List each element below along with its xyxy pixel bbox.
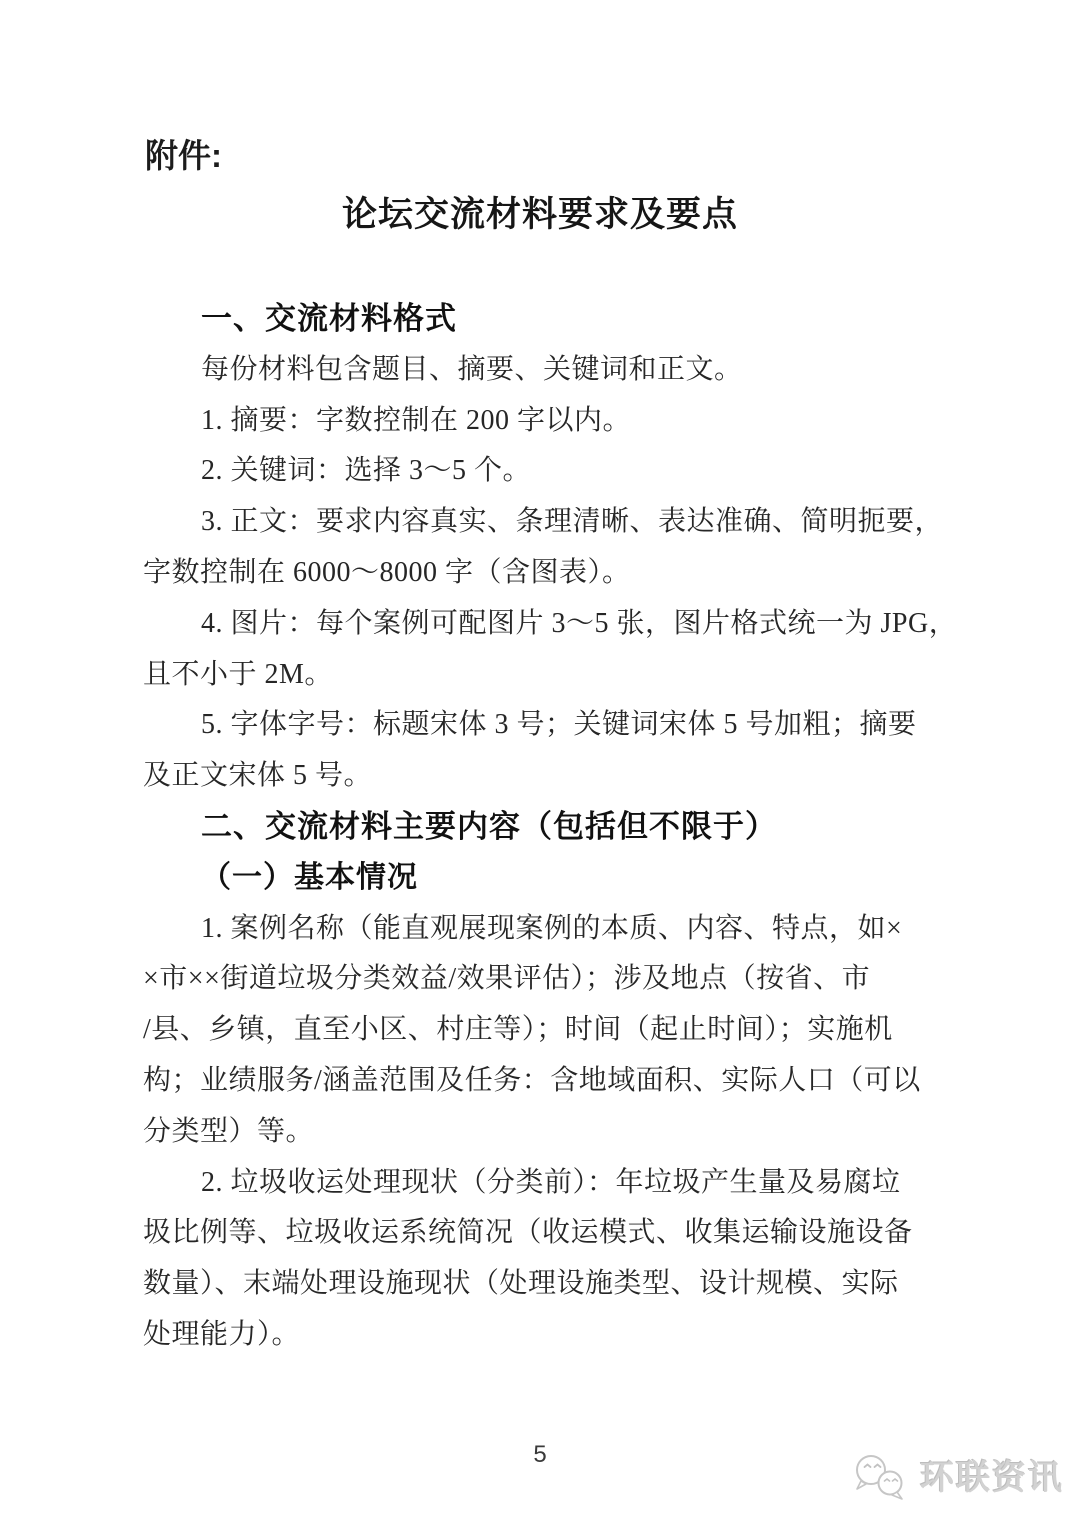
document-line: 及正文宋体 5 号。 [143,760,373,792]
document-line: 1. 案例名称（能直观展现案例的本质、内容、特点，如× [201,912,903,944]
document-line: 构；业绩服务/涵盖范围及任务：含地域面积、实际人口（可以 [143,1064,921,1096]
attachment-label: 附件: [145,137,222,174]
wechat-bubbles-icon [850,1452,914,1504]
document-line: 每份材料包含题目、摘要、关键词和正文。 [201,353,743,385]
document-line: 2. 关键词：选择 3～5 个。 [201,455,532,487]
page-title: 论坛交流材料要求及要点 [341,195,738,234]
document-line: 分类型）等。 [143,1115,315,1147]
document-line: 数量）、末端处理设施现状（处理设施类型、设计规模、实际 [143,1268,899,1300]
document-line: 处理能力）。 [143,1318,301,1350]
document-line: 且不小于 2M。 [143,658,333,690]
subsection-heading: （一）基本情况 [201,860,418,894]
document-line: 圾比例等、垃圾收运系统简况（收运模式、收集运输设施设备 [143,1217,913,1249]
document-line: 1. 摘要：字数控制在 200 字以内。 [201,404,632,436]
watermark [850,1452,1064,1504]
page-number: 5 [533,1441,547,1468]
document-line: 4. 图片：每个案例可配图片 3～5 张，图片格式统一为 JPG， [201,607,958,639]
document-line: /县、乡镇，直至小区、村庄等）；时间（起止时间）；实施机 [143,1014,893,1046]
document-body [143,294,958,1361]
watermark-text: 环联资讯 [920,1459,1064,1497]
document-line: 2. 垃圾收运处理现状（分类前）：年垃圾产生量及易腐垃 [201,1166,901,1198]
section-heading: 一、交流材料格式 [201,301,457,336]
document-line: 字数控制在 6000～8000 字（含图表）。 [143,556,631,588]
section-heading: 二、交流材料主要内容（包括但不限于） [201,808,777,844]
document-line: ×市××街道垃圾分类效益/效果评估）；涉及地点（按省、市 [143,963,871,995]
document-line: 3. 正文：要求内容真实、条理清晰、表达准确、简明扼要， [201,506,944,538]
document-line: 5. 字体字号：标题宋体 3 号；关键词宋体 5 号加粗；摘要 [201,709,917,741]
